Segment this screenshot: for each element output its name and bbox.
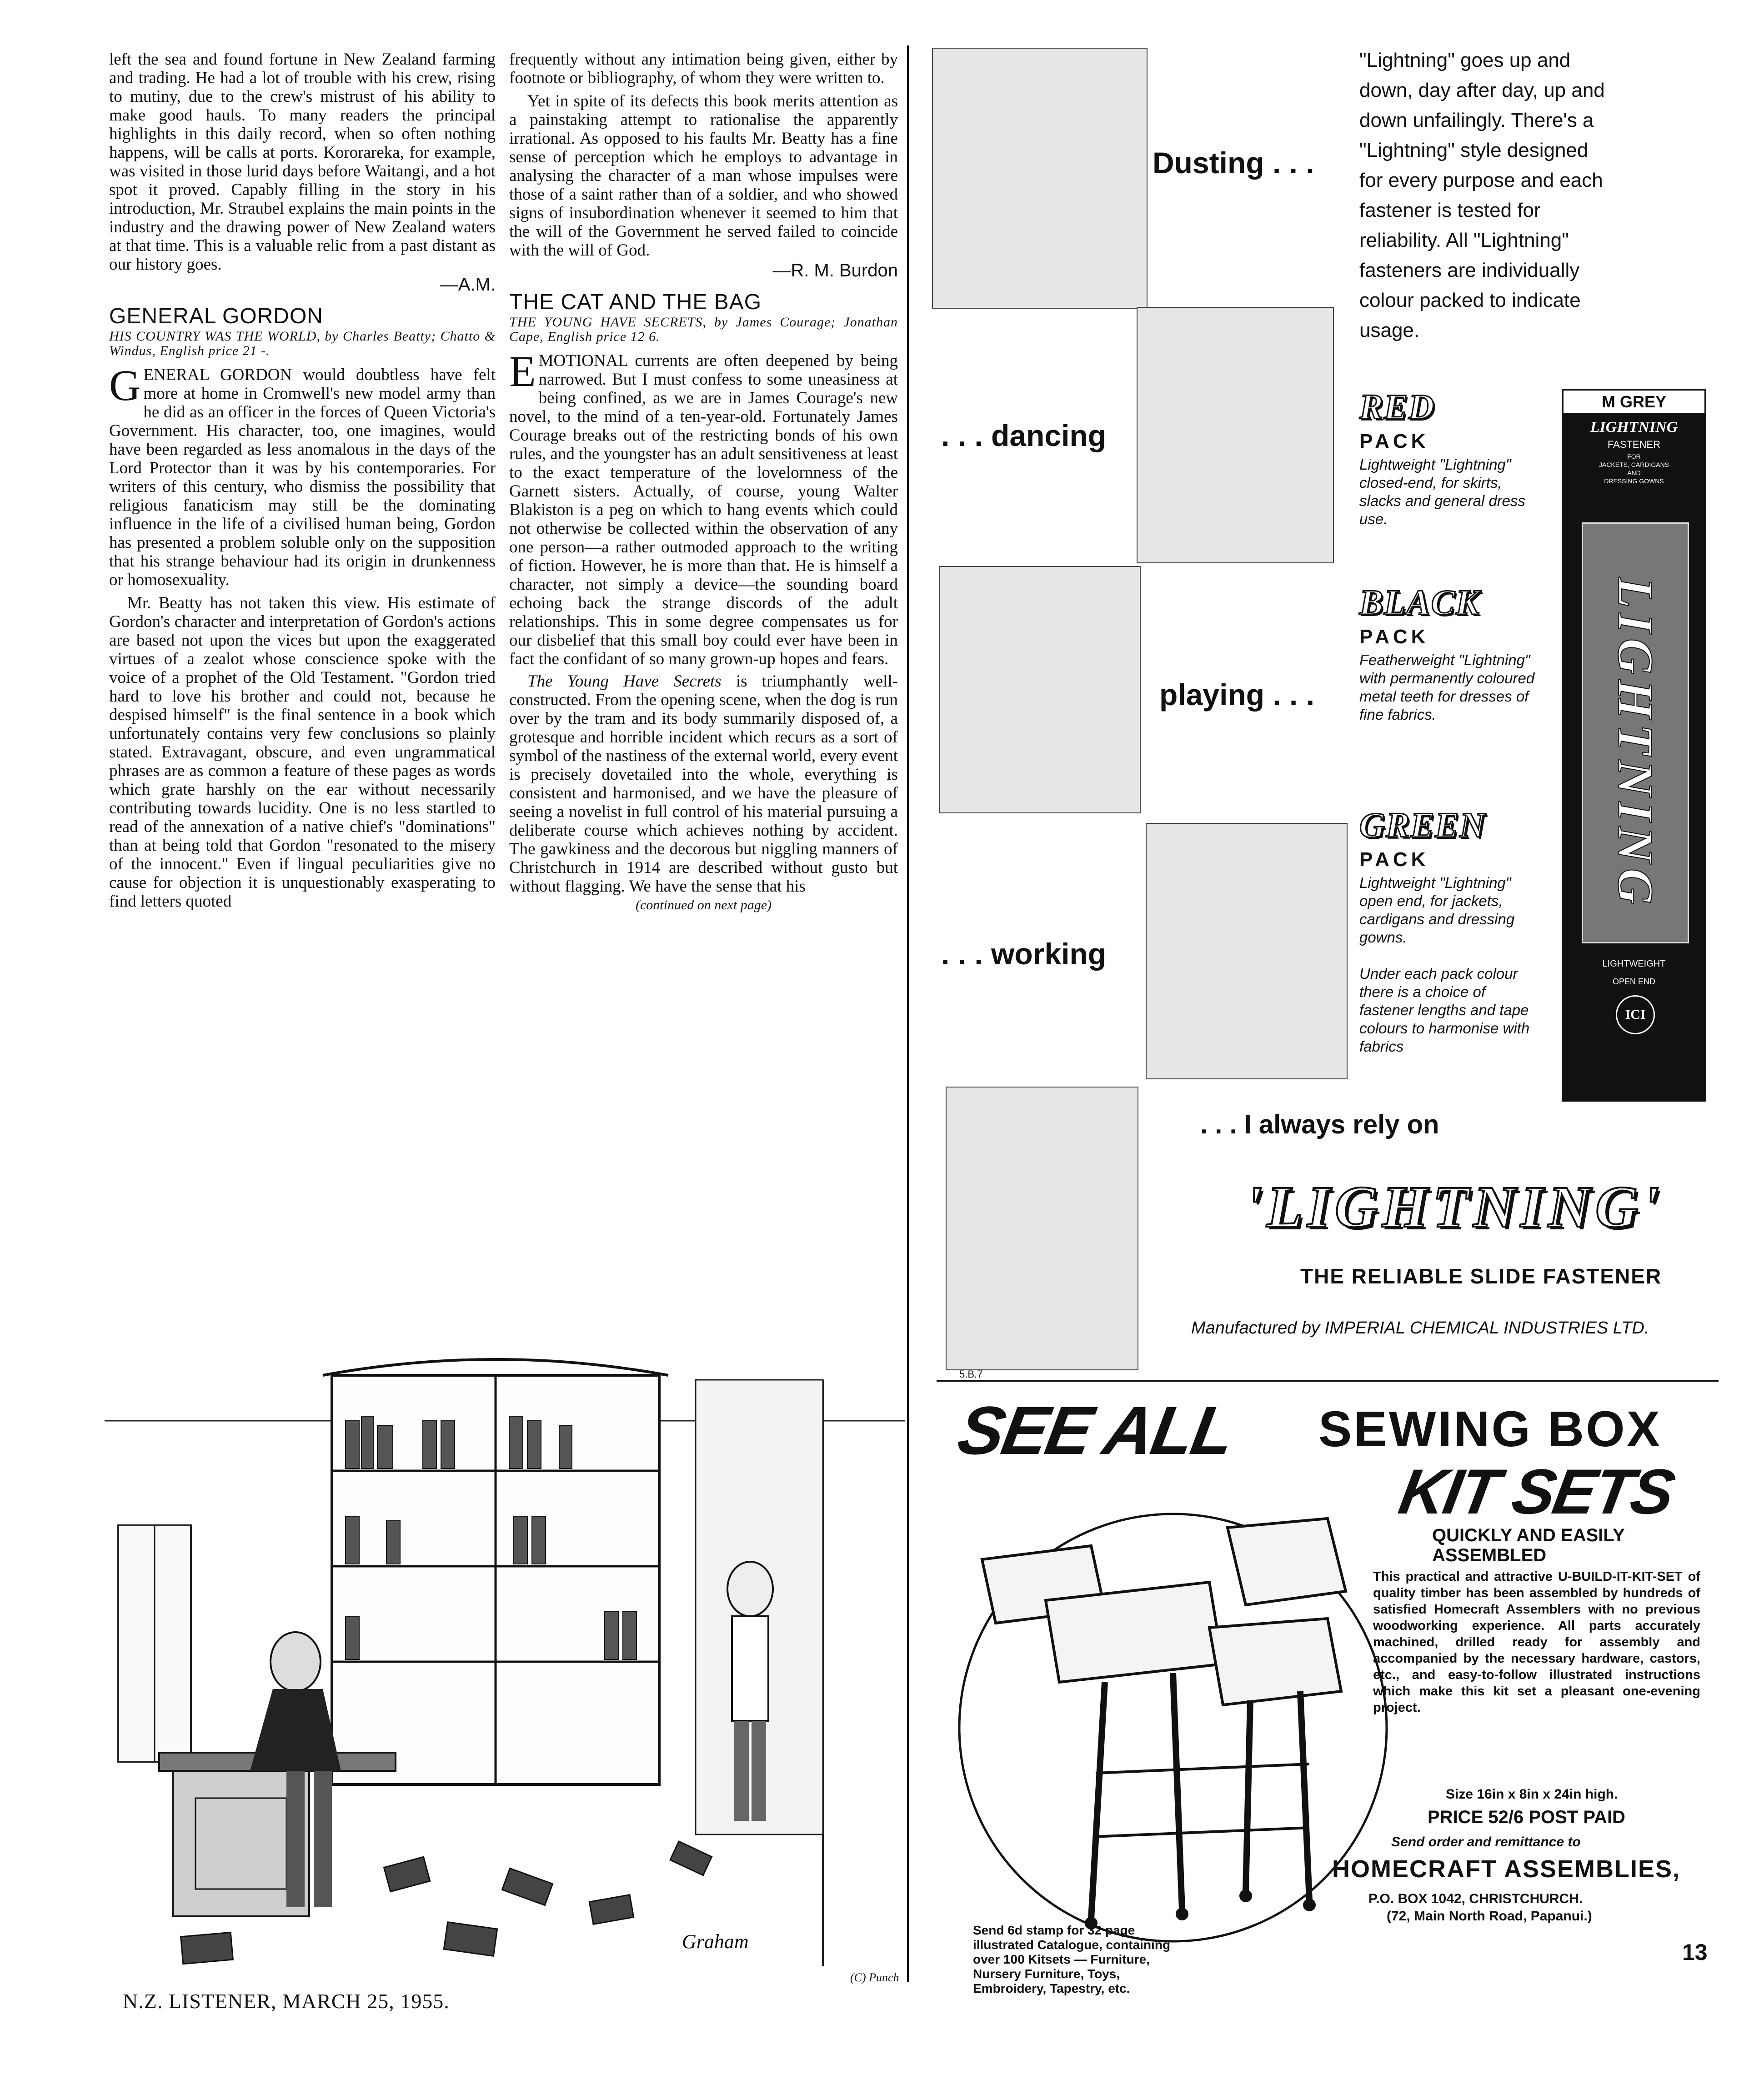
pack-label: PACK [1359, 848, 1429, 871]
column-rule [907, 45, 909, 1982]
book-title: The Young Have Secrets [527, 672, 722, 691]
review-paragraph: frequently without any intimation being given, either by footnote or bibliography, of whom they were written to. [509, 50, 898, 87]
lightning-maker: Manufactured by IMPERIAL CHEMICAL INDUSTRIES LTD. [1191, 1318, 1649, 1338]
sewing-headline-2: SEWING BOX [1318, 1401, 1662, 1457]
cartoon-credit: (C) Punch [850, 1971, 899, 1984]
pack-label: PACK [1359, 626, 1429, 648]
sewing-address-1: P.O. BOX 1042, CHRISTCHURCH. [1368, 1891, 1583, 1906]
ad-divider-rule [937, 1380, 1719, 1382]
lightning-logo: 'LIGHTNING' [1246, 1174, 1664, 1240]
masthead: N.Z. LISTENER, MARCH 25, 1955. [123, 1990, 450, 2013]
rely-line: . . . I always rely on [1200, 1110, 1439, 1139]
working-illustration [1146, 823, 1348, 1079]
drop-cap: G [109, 361, 141, 410]
package-for: DRESSING GOWNS [1604, 477, 1664, 485]
book-byline: THE YOUNG HAVE SECRETS, by James Courage; Jonathan Cape, English price 12 6. [509, 315, 898, 344]
package-for: JACKETS, CARDIGANS [1599, 461, 1669, 468]
book-byline: HIS COUNTRY WAS THE WORLD, by Charles Beatty; Chatto & Windus, English price 21 -. [109, 329, 496, 358]
pack-black [1359, 582, 1541, 724]
sewing-size: Size 16in x 8in x 24in high. [1446, 1787, 1618, 1802]
package-type: FASTENER [1607, 439, 1661, 450]
review-paragraph: Yet in spite of its defects this book merits attention as a painstaking attempt to rationalise the apparently irrational. As opposed to his faults Mr. Beatty has a fine sense of perception which he employs to advantage in analysing the character of a man whose impulses were those of a saint rather than of a soldier, and who showed signs of insubordination whenever it seemed to him that the will of the Government he served failed to coincide with the will of God. [509, 92, 898, 260]
catalogue-text: Send 6d stamp for 32 page illustrated Catalogue, containing over 100 Kitsets — Furniture, Nursery Furniture, Toys, Embroidery, Tapestry, etc. [973, 1923, 1171, 1995]
sewing-headline-3: KIT SETS [1394, 1456, 1679, 1527]
page-number: 13 [1682, 1940, 1708, 1965]
drop-cap: E [509, 347, 536, 396]
ici-logo: ICI [1616, 995, 1655, 1034]
cartoon [105, 1353, 905, 1989]
action-playing: playing . . . [1159, 678, 1315, 712]
ad-code: 5.B.7 [959, 1368, 983, 1380]
pack-name: RED [1359, 387, 1435, 426]
package-vertical-brand: LIGHTNING [1608, 577, 1664, 910]
zipper-window [1582, 522, 1689, 943]
continued-note: (continued on next page) [635, 897, 772, 912]
sewing-headline-1: SEE ALL [952, 1392, 1239, 1468]
pack-green [1359, 805, 1541, 1056]
review-paragraph: MOTIONAL currents are often deepened by being narrowed. But I must confess to some uneasiness at being confined, as we are in James Courage's new novel, to the mind of a ten-year-old. Fortunately James Courage breaks out of the restricting bonds of his own rules, and the youngster has an adult sensitiveness at least to the exact temperature of the lovelornness of the Garnett sisters. Actually, of course, young Walter Blakiston is a peg on which to hang events which could not otherwise be collected within the observation of any one person—a rather outmoded approach to the writing of fiction. However, he is more than that. He is himself a character, not simply a device—the sounding board echoing back the strange discords of the adult relationships. This in some degree compensates us for our disbelief that this small boy could ever have been in fact the confidant of so many grown-up hopes and fears. [509, 351, 898, 668]
fastener-package [1562, 389, 1706, 1102]
action-working: . . . working [941, 937, 1107, 971]
review-column-2 [509, 50, 898, 914]
dusting-illustration [932, 48, 1148, 309]
package-colour: M GREY [1564, 391, 1704, 413]
cycling-illustration [946, 1087, 1138, 1370]
sewing-address-2: (72, Main North Road, Papanui.) [1387, 1909, 1592, 1924]
playing-illustration [939, 566, 1141, 813]
review-signature: —A.M. [440, 275, 496, 295]
sewing-catalogue [973, 1896, 1623, 1996]
action-dusting: Dusting . . . [1153, 146, 1314, 180]
pack-name: BLACK [1359, 582, 1480, 622]
pack-description: Featherweight "Lightning" with permanently coloured metal teeth for dresses of fine fabrics. [1359, 652, 1535, 723]
review-column-1 [109, 50, 496, 911]
review-paragraph: is triumphantly well-constructed. From the opening scene, when the dog is run over by the tram and its body summarily disposed of, a grotesque and horrible incident which recurs as a sort of symbol of the nastiness of the external world, every event is precisely dovetailed into the whole, everything is consistent and harmonised, and we have the pleasure of seeing a novelist in full control of his material pursuing a deliberate course which achieves nothing by accident. The gawkiness and the decorous but niggling manners of Christchurch in 1914 are described without gusto but without flagging. We have the sense that his [509, 672, 898, 896]
package-end: OPEN END [1612, 977, 1656, 986]
artist-signature: Graham [682, 1930, 749, 1953]
sewing-body: This practical and attractive U-BUILD-IT-KIT-SET of quality timber has been assembled by hundreds of satisfied Homecraft Assemblers with no previous woodworking experience. All parts accurately machined, drilled ready for assembly and accompanied by the necessary hardware, castors, etc., and easy-to-follow illustrated instructions which make this kit set a pleasant one-evening project. [1373, 1569, 1700, 1715]
pack-name: GREEN [1359, 805, 1486, 845]
review-paragraph: ENERAL GORDON would doubtless have felt more at home in Cromwell's new model army than he did as an officer in the forces of Queen Victoria's Government. His character, too, one imagines, would have been regarded as less anomalous in the days of the Lord Protector than it was by his contemporaries. For writers of this century, who dismiss the possibility that religious fanaticism may still be the dominating influence in the life of a civilised human being, Gordon has presented a problem soluble only on the supposition that his strange behaviour had its origin in drunkenness or homosexuality. [109, 366, 496, 589]
lightning-tagline: THE RELIABLE SLIDE FASTENER [1300, 1264, 1662, 1288]
review-tail: left the sea and found fortune in New Zealand farming and trading. He had a lot of trouble with his crew, rising to mutiny, due to the crew's mistrust of his ability to make good hauls. To many readers the principal highlights in this daily record, when so often nothing happens, will be calls at ports. Kororareka, for example, was visited in those lurid days before Waitangi, and a hot spot it proved. Capably filling in the story in his introduction, Mr. Straubel explains the main points in the industry and the drawing power of New Zealand waters at that time. This is a valuable relic from a past distant as our history goes. [109, 50, 496, 274]
pack-red [1359, 386, 1541, 528]
pack-description: Lightweight "Lightning" closed-end, for skirts, slacks and general dress use. [1359, 456, 1526, 527]
lightning-intro: "Lightning" goes up and down, day after day, up and down unfailingly. There's a "Lightning" style designed for every purpose and each fastener is tested for reliability. All "Lightning" fasteners are individually colour packed to indicate usage. [1359, 49, 1605, 341]
review-paragraph: Mr. Beatty has not taken this view. His estimate of Gordon's character and interpretation of Gordon's actions are based not upon the vices but upon the exaggerated virtues of a zealot whose conscience spoke with the voice of a prophet of the Old Testament. "Gordon tried hard to love his brother and could not, because he despised himself" is the final sentence in a book which unfortunately contains very few conclusions so plainly stated. Extravagant, obscure, and even ungrammatical phrases are as common a feature of these pages as words which grate harshly on the ear without necessarily contributing towards lucidity. One is no less startled to read of the annexation of a native chief's "dominations" than at being told that Gordon "resonated to the misery of the innocent." Even if lingual peculiarities give no cause for objection it is unquestionably exasperating to find letters quoted [109, 594, 496, 911]
sewing-sub: QUICKLY AND EASILY ASSEMBLED [1432, 1525, 1625, 1565]
pack-label: PACK [1359, 430, 1429, 452]
sewing-company: HOMECRAFT ASSEMBLIES, [1332, 1855, 1681, 1883]
section-heading: GENERAL GORDON [109, 304, 323, 328]
cartoon-illustration [105, 1353, 905, 1989]
package-weight: LIGHTWEIGHT [1602, 959, 1666, 969]
section-heading: THE CAT AND THE BAG [509, 290, 762, 314]
under-pack-note: Under each pack colour there is a choice of fastener lengths and tape colours to harmonise with fabrics [1359, 965, 1530, 1055]
package-for: FOR [1627, 453, 1641, 460]
pack-description: Lightweight "Lightning" open end, for jackets, cardigans and dressing gowns. [1359, 874, 1515, 946]
review-signature: —R. M. Burdon [772, 261, 898, 281]
package-brand: LIGHTNING [1590, 419, 1678, 436]
sewing-price: PRICE 52/6 POST PAID [1428, 1807, 1625, 1827]
package-for: AND [1627, 469, 1641, 476]
dancing-illustration [1137, 307, 1334, 563]
action-dancing: . . . dancing [941, 419, 1107, 452]
sewing-send: Send order and remittance to [1391, 1834, 1581, 1849]
